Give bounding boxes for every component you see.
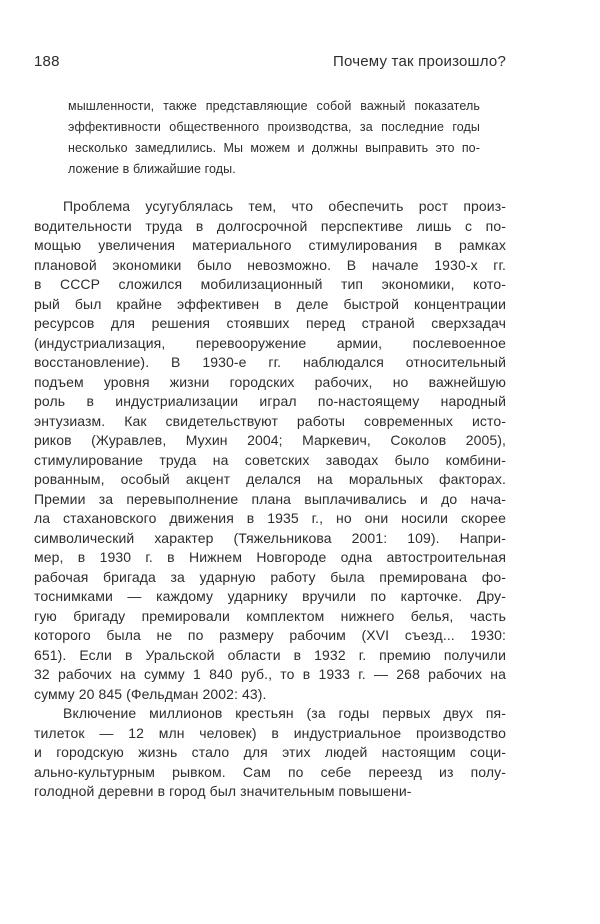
text-line: (индустриализация, перевооружение армии, послевоенное xyxy=(34,334,506,351)
text-line: энтузиазм. Как свидетельствуют работы современных исто- xyxy=(34,412,506,429)
text-line: в СССР сложился мобилизационный тип экономики, кото- xyxy=(34,276,506,292)
text-line: ла стахановского движения в 1935 г., но они носили скорее xyxy=(34,510,506,526)
text-line: голодной деревни в город был значительным повышени- xyxy=(34,783,412,799)
text-line: ально-культурным рывком. Сам по себе переезд из полу- xyxy=(34,763,506,780)
text-line: тилеток — 12 млн человек) в индустриальное производство xyxy=(34,724,506,741)
text-line: 651). Если в Уральской области в 1932 г. премию получили xyxy=(34,646,506,663)
page-header xyxy=(34,53,506,70)
text-line: рый был крайне эффективен в деле быстрой концентрации xyxy=(34,295,506,312)
text-line: риков (Журавлев, Мухин 2004; Маркевич, Соколов 2005), xyxy=(34,432,506,448)
text-line: подъем уровня жизни городских рабочих, но важнейшую xyxy=(34,373,506,390)
text-line: Премии за перевыполнение плана выплачивались и до нача- xyxy=(34,490,506,507)
text-line: эффективности общественного производства, за последние годы xyxy=(68,120,480,134)
text-line: мощью увеличения материального стимулирования в рамках xyxy=(34,237,506,253)
body-paragraph-1 xyxy=(34,197,506,704)
body-text xyxy=(34,197,506,802)
text-line: несколько замедлились. Мы можем и должны выправить это по- xyxy=(68,141,480,155)
text-line: тоснимками — каждому ударнику вручили по карточке. Дру- xyxy=(34,588,506,604)
text-line: ресурсов для решения стоявших перед страной сверхзадач xyxy=(34,315,506,331)
text-line: 32 рабочих на сумму 1 840 руб., то в 1933 г. — 268 рабочих на xyxy=(34,666,506,682)
text-line: роль в индустриализации играл по-настоящему народный xyxy=(34,393,506,409)
text-line: ложение в ближайшие годы. xyxy=(68,162,236,176)
text-line: сумму 20 845 (Фельдман 2002: 43). xyxy=(34,685,267,702)
running-title: Почему так произошло? xyxy=(333,53,506,70)
text-line: гую бригаду премировали комплектом нижнего белья, часть xyxy=(34,607,506,624)
text-line: которого была не по размеру рабочим (XVI съезд... 1930: xyxy=(34,627,506,643)
text-line: Включение миллионов крестьян (за годы первых двух пя- xyxy=(63,705,506,721)
text-line: символический характер (Тяжельникова 2001: 109). Напри- xyxy=(34,529,506,546)
text-line: Проблема усугублялась тем, что обеспечить рост произ- xyxy=(63,198,506,214)
text-line: плановой экономики было невозможно. В начале 1930-х гг. xyxy=(34,256,506,273)
text-line: мер, в 1930 г. в Нижнем Новгороде одна автостроительная xyxy=(34,549,506,565)
text-line: стимулирование труда на советских заводах было комбини- xyxy=(34,451,506,468)
text-line: мышленности, также представляющие собой важный показатель xyxy=(68,99,480,113)
text-line: рованным, особый акцент делался на моральных факторах. xyxy=(34,471,506,487)
block-quote xyxy=(68,96,480,180)
text-line: восстановление). В 1930-е гг. наблюдался относительный xyxy=(34,354,506,370)
text-line: рабочая бригада за ударную работу была премирована фо- xyxy=(34,568,506,585)
body-paragraph-2 xyxy=(34,704,506,802)
page-number: 188 xyxy=(34,53,60,70)
text-line: водительности труда в долгосрочной перспективе лишь с по- xyxy=(34,217,506,234)
text-line: и городскую жизнь стало для этих людей настоящим соци- xyxy=(34,744,506,760)
